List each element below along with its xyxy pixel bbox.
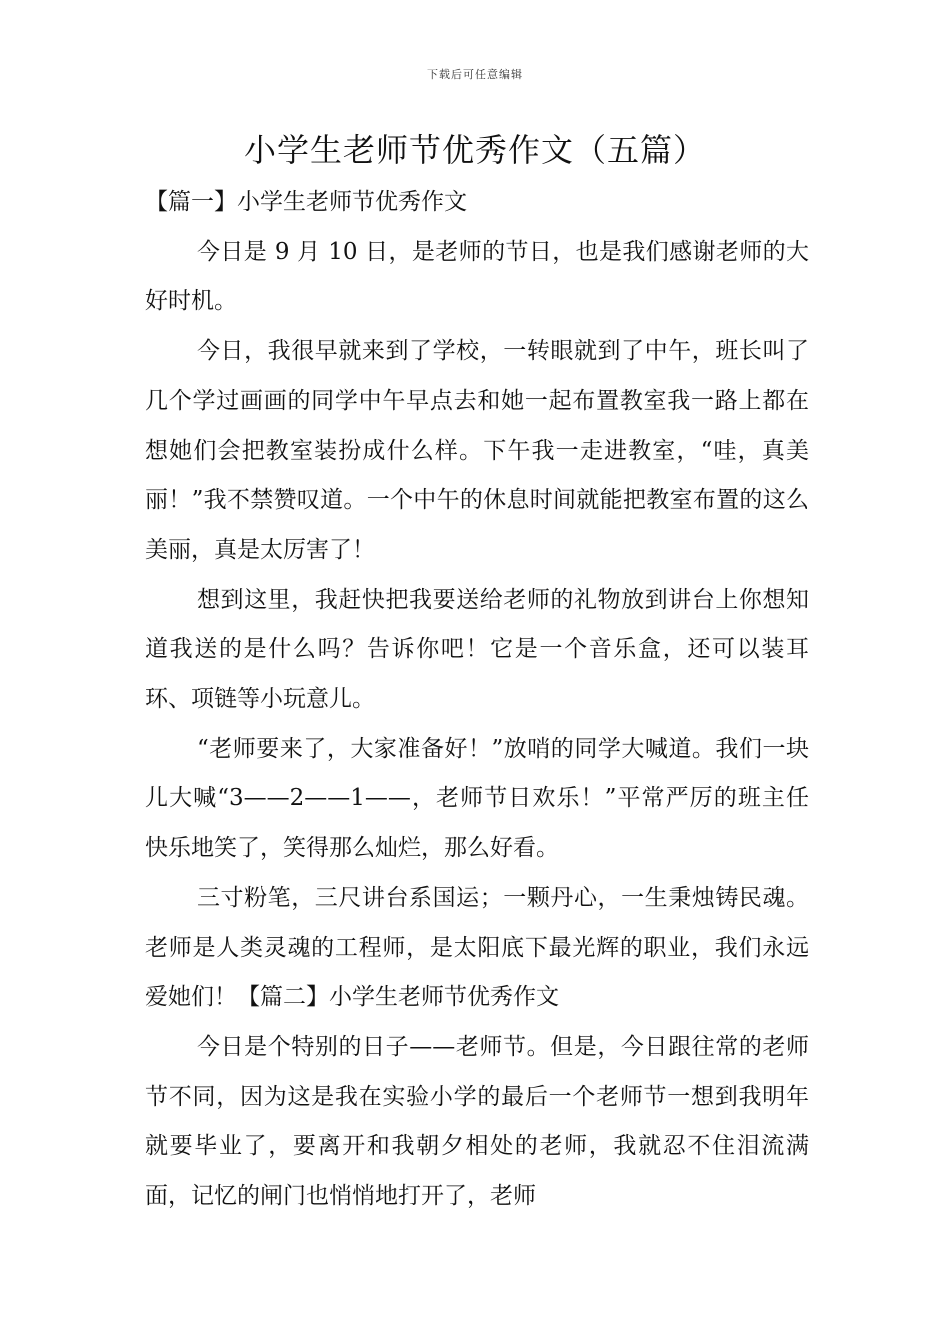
paragraph-6: 今日是个特别的日子——老师节。但是，今日跟往常的老师节不同，因为这是我在实验小学的最后一个老师节一想到我明年就要毕业了，要离开和我朝夕相处的老师，我就忍不住泪流满面，记忆的闸门也悄悄地打开了，老师 xyxy=(145,1033,809,1210)
paragraph-5: 三寸粉笔，三尺讲台系国运；一颗丹心，一生秉烛铸民魂。老师是人类灵魂的工程师，是太阳底下最光辉的职业，我们永远爱她们！【篇二】小学生老师节优秀作文 xyxy=(145,884,809,1011)
paragraph-2: 今日，我很早就来到了学校，一转眼就到了中午，班长叫了几个学过画画的同学中午早点去和她一起布置教室我一路上都在想她们会把教室装扮成什么样。下午我一走进教室，“哇，真美丽！”我不禁赞叹道。一个中午的休息时间就能把教室布置的这么美丽，真是太厉害了！ xyxy=(145,338,809,563)
paragraph-1: 今日是 9 月 10 日，是老师的节日，也是我们感谢老师的大好时机。 xyxy=(145,238,809,315)
header-note: 下载后可任意编辑 xyxy=(427,68,523,81)
section-heading-one: 【篇一】小学生老师节优秀作文 xyxy=(145,189,467,215)
document-title: 小学生老师节优秀作文（五篇） xyxy=(243,131,706,169)
paragraph-4: “老师要来了，大家准备好！”放哨的同学大喊道。我们一块儿大喊“3——2——1——，老师节日欢乐！”平常严厉的班主任快乐地笑了，笑得那么灿烂，那么好看。 xyxy=(145,735,809,862)
paragraph-3: 想到这里，我赶快把我要送给老师的礼物放到讲台上你想知道我送的是什么吗？告诉你吧！它是一个音乐盒，还可以装耳环、项链等小玩意儿。 xyxy=(145,586,809,713)
document-body xyxy=(145,178,809,1222)
